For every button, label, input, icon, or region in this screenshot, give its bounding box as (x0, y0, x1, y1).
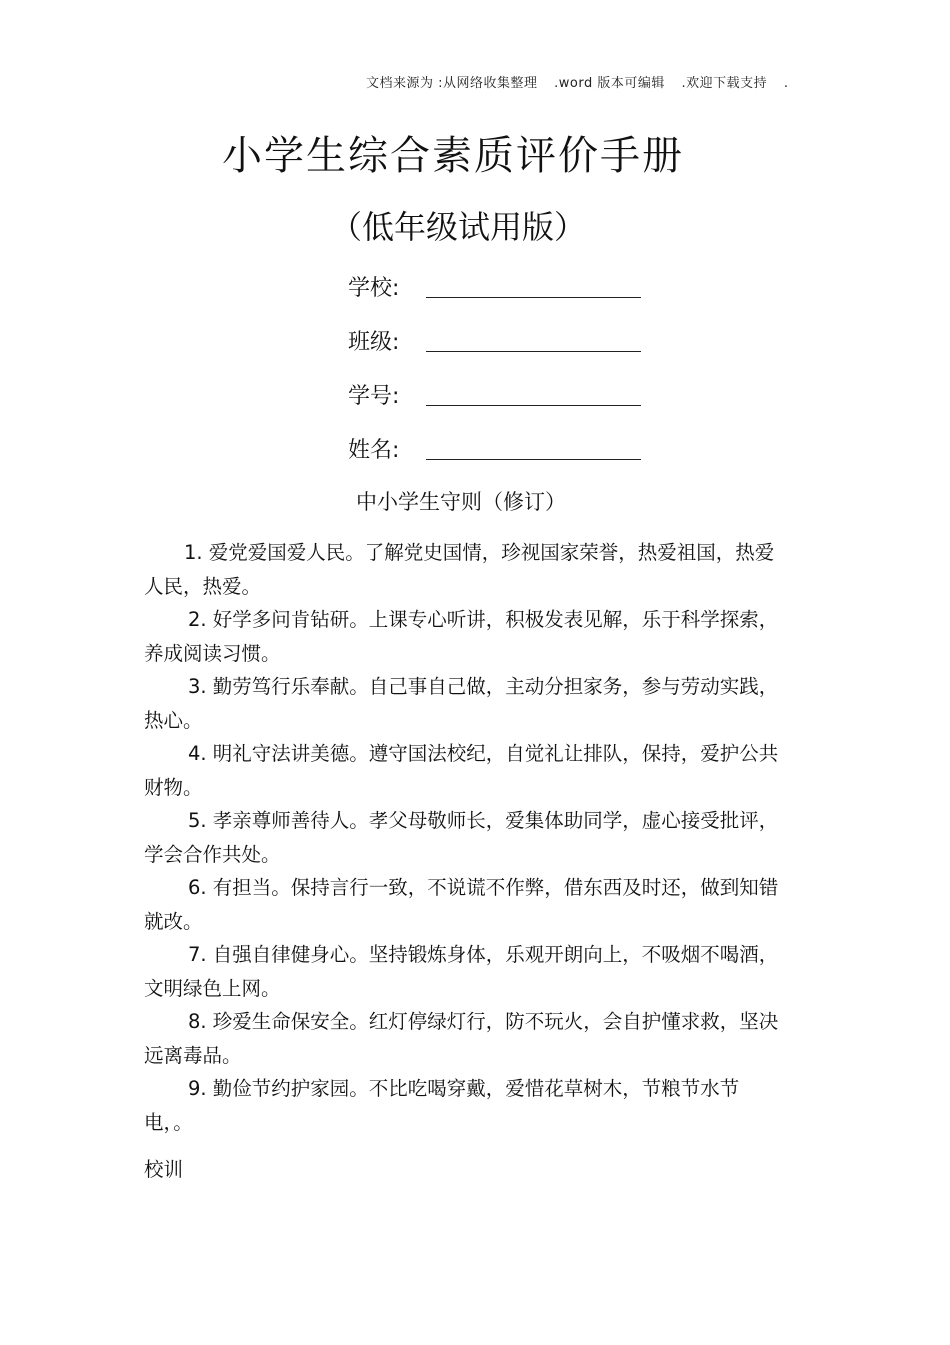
student-id-field (348, 379, 648, 411)
class-blank-line (426, 351, 641, 352)
rules-list (144, 536, 784, 1139)
rule-item: 1. 爱党爱国爱人民。了解党史国情，珍视国家荣誉，热爱祖国，热爱人民，热爱。 (144, 541, 775, 598)
header-note-dot: . (783, 76, 789, 91)
header-note-format: .word 版本可编辑 (554, 76, 665, 91)
rule-item: 9. 勤俭节约护家园。不比吃喝穿戴，爱惜花草树木，节粮节水节电，。 (144, 1077, 740, 1134)
header-note-source: 文档来源为 :从网络收集整理 (366, 76, 538, 91)
document-subtitle: （低年级试用版） (329, 208, 586, 246)
student-id-blank-line (426, 405, 641, 406)
school-blank-line (426, 297, 641, 298)
rule-item: 4. 明礼守法讲美德。遵守国法校纪，自觉礼让排队，保持，爱护公共财物。 (144, 742, 779, 799)
school-motto-label: 校训 (144, 1158, 184, 1181)
header-note-welcome: .欢迎下载支持 (681, 76, 768, 91)
rules-title: 中小学生守则（修订） (356, 490, 566, 514)
name-label: 姓名: (348, 438, 400, 463)
name-field (348, 433, 648, 465)
class-field (348, 325, 648, 357)
header-note (366, 72, 788, 91)
student-id-label: 学号: (348, 384, 400, 409)
rule-item: 5. 孝亲尊师善待人。孝父母敬师长，爱集体助同学，虚心接受批评，学会合作共处。 (144, 809, 779, 866)
rule-item: 6. 有担当。保持言行一致，不说谎不作弊，借东西及时还，做到知错就改。 (144, 876, 779, 933)
class-label: 班级: (348, 330, 400, 355)
school-label: 学校: (348, 276, 400, 301)
name-blank-line (426, 459, 641, 460)
rule-item: 8. 珍爱生命保安全。红灯停绿灯行，防不玩火，会自护懂求救，坚决远离毒品。 (144, 1010, 779, 1067)
rule-item: 7. 自强自律健身心。坚持锻炼身体，乐观开朗向上，不吸烟不喝酒，文明绿色上网。 (144, 943, 779, 1000)
school-field (348, 271, 648, 303)
rule-item: 2. 好学多问肯钻研。上课专心听讲，积极发表见解，乐于科学探索，养成阅读习惯。 (144, 608, 779, 665)
rule-item: 3. 勤劳笃行乐奉献。自己事自己做，主动分担家务，参与劳动实践，热心。 (144, 675, 779, 732)
document-title: 小学生综合素质评价手册 (222, 133, 684, 179)
